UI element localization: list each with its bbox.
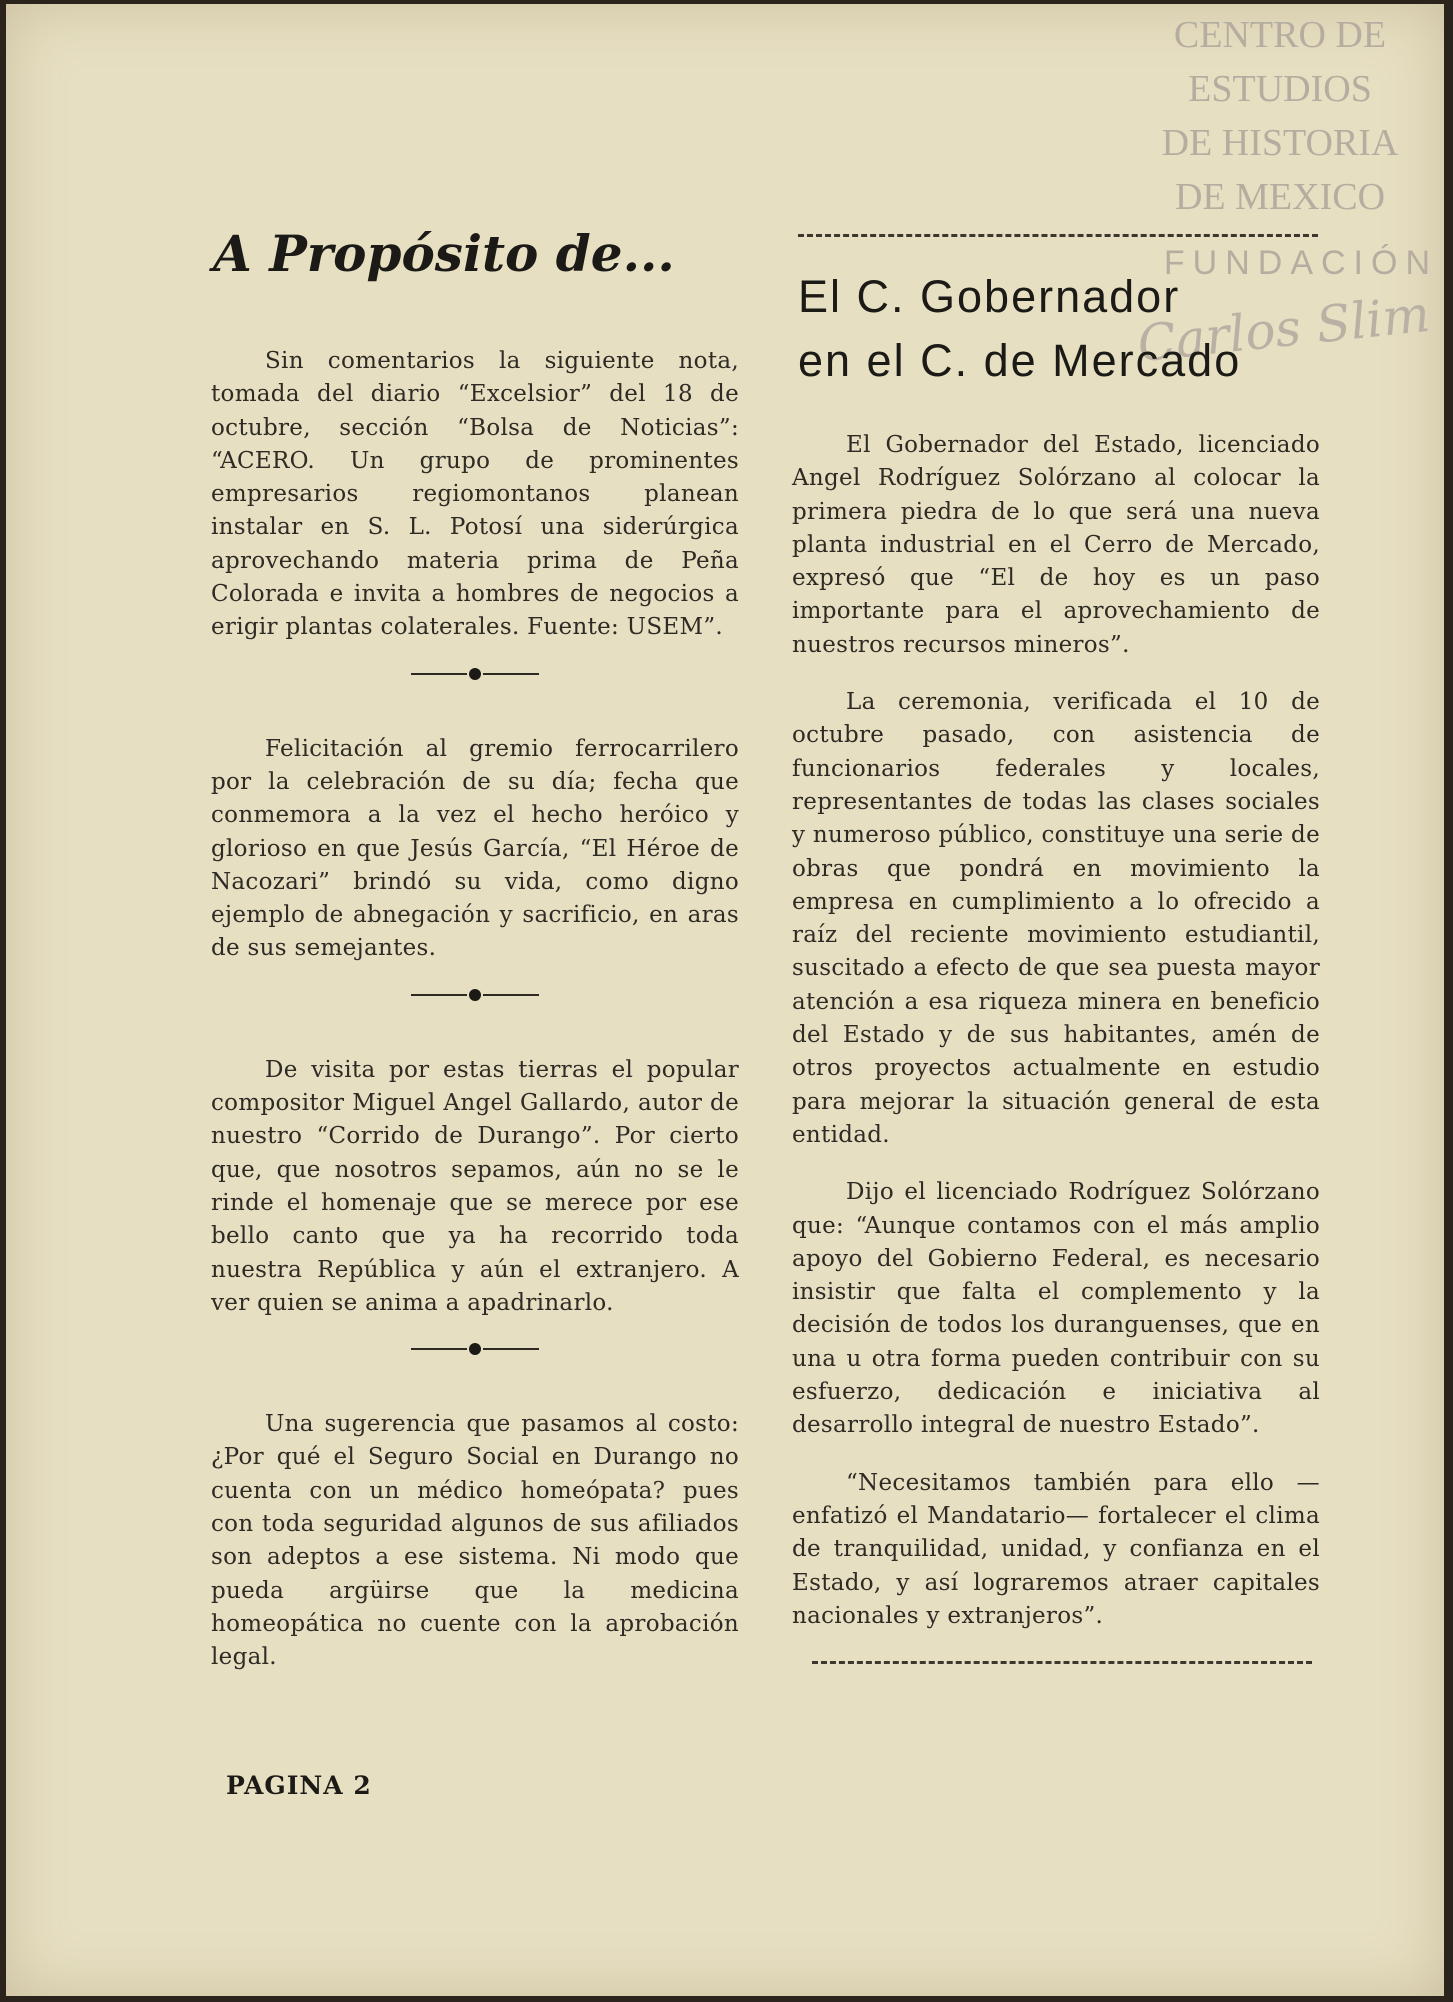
article-title [798,265,1320,393]
stamp-line: ESTUDIOS [1188,68,1372,110]
ornament-divider [211,659,739,689]
foundation-watermark: FUNDACIÓN [1163,244,1438,282]
paragraph: La ceremonia, verificada el 10 de octubre pasado, con asistencia de funcionarios federales y locales, representantes de todas las clases sociales y numeroso público, constituye una serie de obras que pondrá en movimiento la empresa en cumplimiento a lo ofrecido a raíz del reciente movimiento estudiantil, suscitado a efecto de que sea puesta mayor atención a esa riqueza minera en beneficio del Estado y de sus habitantes, amén de otros proyectos actualmente en estudio para mejorar la situación general de esta entidad. [792,689,1320,1148]
ornament-divider [211,1334,739,1364]
top-dashed-rule [798,234,1318,237]
right-column [792,222,1320,1664]
ornament-divider [211,980,739,1010]
paragraph: Dijo el licenciado Rodríguez Solórzano que: “Aunque contamos con el más amplio apoyo del Gobierno Federal, es necesario insistir que falta el complemento y la decisión de todos los duranguenses, que en una u otra forma pueden contribuir con su esfuerzo, dedicación e iniciativa al desarrollo integral de nuestro Estado”. [792,1179,1320,1439]
article-title-line: El C. Gobernador [798,271,1181,322]
paragraph: El Gobernador del Estado, licenciado Angel Rodríguez Solórzano al colocar la primera piedra de lo que será una nueva planta industrial en el Cerro de Mercado, expresó que “El de hoy es un paso importante para el aprovechamiento de nuestros recursos mineros”. [792,432,1320,658]
left-column [211,224,739,1689]
stamp-line: DE HISTORIA [1161,122,1399,164]
paragraph: Felicitación al gremio ferrocarrilero por la celebración de su día; fecha que conmemora a la vez el hecho heróico y glorioso en que Jesús García, “El Héroe de Nacozari” brindó su vida, como digno ejemplo de abnegación y sacrificio, en aras de sus semejantes. [211,735,739,962]
bottom-dashed-rule [812,1661,1312,1664]
signature-watermark: Carlos Slim [1134,284,1433,374]
paragraph: Sin comentarios la siguiente nota, tomada del diario “Excelsior” del 18 de octubre, sección “Bolsa de Noticias”: “ACERO. Un grupo de prominentes empresarios regiomontanos planean instalar en S. L. Potosí una siderúrgica aprovechando materia prima de Peña Colorada e invita a hombres de negocios a erigir plantas colaterales. Fuente: USEM”. [211,348,739,641]
archive-stamp [1130,8,1430,224]
paragraph: Una sugerencia que pasamos al costo: ¿Por qué el Seguro Social en Durango no cuenta con un médico homeópata? pues con toda seguridad algunos de sus afiliados son adeptos a ese sistema. Ni modo que pueda argüirse que la medicina homeopática no cuente con la aprobación legal. [211,1411,739,1671]
stamp-line: CENTRO DE [1173,14,1387,56]
page-number: PAGINA 2 [226,1771,372,1800]
section-heading: A Propósito de... [213,224,675,283]
stamp-line: DE MEXICO [1174,176,1386,218]
article-title-line: en el C. de Mercado [798,335,1242,386]
magazine-page [6,4,1444,1996]
paragraph: “Necesitamos también para ello —enfatizó el Mandatario— fortalecer el clima de tranquilidad, unidad, y confianza en el Estado, y así lograremos atraer capitales nacionales y extranjeros”. [792,1469,1320,1629]
paragraph: De visita por estas tierras el popular compositor Miguel Angel Gallardo, autor de nuestro “Corrido de Durango”. Por cierto que, que nosotros sepamos, aún no se le rinde el homenaje que se merece por ese bello canto que ya ha recorrido toda nuestra República y aún el extranjero. A ver quien se anima a apadrinarlo. [211,1056,739,1316]
